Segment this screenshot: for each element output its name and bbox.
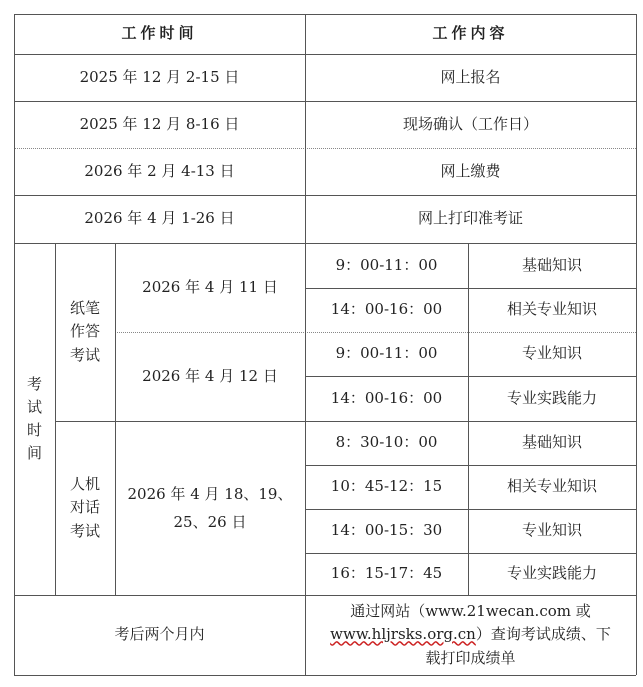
website-link-21wecan[interactable]: www.21wecan.com xyxy=(425,602,571,621)
paper-day2-date: 2026 年 4 月 12 日 xyxy=(142,366,278,385)
results-line1-pre: 通过网站（ xyxy=(350,602,426,621)
row-confirm-time: 2025 年 12 月 8-16 日 xyxy=(79,114,240,133)
row-confirm-content: 现场确认（工作日） xyxy=(402,114,538,133)
header-work-content: 工作内容 xyxy=(432,24,509,43)
results-content xyxy=(305,595,636,675)
grid-line xyxy=(468,243,469,595)
session-time: 14：00-16：00 xyxy=(330,388,443,407)
paper-label-line: 作答 xyxy=(69,322,100,341)
grid-line xyxy=(14,595,636,596)
session-subject: 相关专业知识 xyxy=(506,300,597,319)
grid-line xyxy=(14,148,636,149)
grid-line xyxy=(14,195,636,196)
row-payment-time: 2026 年 2 月 4-13 日 xyxy=(84,161,235,180)
session-time: 14：00-16：00 xyxy=(330,300,443,319)
session-time: 9：00-11：00 xyxy=(335,255,438,274)
results-line-1 xyxy=(350,600,591,623)
session-subject: 专业知识 xyxy=(521,344,582,363)
row-payment-content: 网上缴费 xyxy=(440,161,501,180)
session-subject: 相关专业知识 xyxy=(506,477,597,496)
row-register-time: 2025 年 12 月 2-15 日 xyxy=(79,67,240,86)
paper-label-line: 纸笔 xyxy=(69,299,100,318)
computer-label-line: 人机 xyxy=(69,475,100,494)
computer-date-line: 2026 年 4 月 18、19、 xyxy=(127,484,293,503)
row-register-content: 网上报名 xyxy=(440,67,501,86)
session-subject: 专业实践能力 xyxy=(506,564,597,583)
grid-line xyxy=(55,421,636,422)
row-admission-time: 2026 年 4 月 1-26 日 xyxy=(84,209,235,228)
computer-label-line: 对话 xyxy=(69,498,100,517)
grid-line xyxy=(14,101,636,102)
computer-date-line: 25、26 日 xyxy=(173,513,247,531)
paper-exam-label xyxy=(55,243,115,421)
session-time: 9：00-11：00 xyxy=(335,344,438,363)
results-time: 考后两个月内 xyxy=(114,625,205,644)
grid-line xyxy=(115,332,636,333)
header-work-time: 工作时间 xyxy=(121,24,198,43)
computer-exam-date xyxy=(115,421,305,595)
session-subject: 专业知识 xyxy=(521,521,582,540)
exam-label-char: 考 xyxy=(26,374,42,393)
grid-line xyxy=(14,14,636,15)
grid-line xyxy=(55,243,56,595)
exam-label-char: 试 xyxy=(26,397,42,416)
grid-line xyxy=(14,54,636,55)
results-line2-post: ）查询考试成绩、下 xyxy=(475,625,611,644)
grid-line xyxy=(305,14,306,675)
paper-label-line: 考试 xyxy=(69,345,100,364)
grid-line xyxy=(305,288,636,289)
grid-line xyxy=(305,509,636,510)
session-time: 10：45-12：15 xyxy=(330,477,443,496)
exam-label-char: 间 xyxy=(26,444,42,463)
session-subject: 基础知识 xyxy=(521,255,582,274)
session-time: 14：00-15：30 xyxy=(330,521,443,540)
grid-line xyxy=(14,243,636,244)
grid-line xyxy=(14,14,15,675)
results-line1-post: 或 xyxy=(570,602,591,621)
session-subject: 基础知识 xyxy=(521,433,582,452)
grid-line xyxy=(115,243,116,595)
grid-line xyxy=(305,376,636,377)
computer-label-line: 考试 xyxy=(69,521,100,540)
exam-time-label xyxy=(14,243,55,595)
session-time: 16：15-17：45 xyxy=(330,564,443,583)
grid-line xyxy=(14,675,636,676)
computer-exam-label xyxy=(55,421,115,595)
session-subject: 专业实践能力 xyxy=(506,388,597,407)
results-line-3: 载打印成绩单 xyxy=(425,648,516,667)
grid-line xyxy=(636,14,637,675)
exam-label-char: 时 xyxy=(26,421,42,439)
session-time: 8：30-10：00 xyxy=(335,433,438,452)
website-link-hljrsks[interactable]: www.hljrsks.org.cn xyxy=(330,625,476,644)
row-admission-content: 网上打印准考证 xyxy=(417,209,523,228)
paper-day1-date: 2026 年 4 月 11 日 xyxy=(142,277,278,296)
grid-line xyxy=(305,465,636,466)
grid-line xyxy=(305,553,636,554)
results-line-2 xyxy=(330,623,611,646)
